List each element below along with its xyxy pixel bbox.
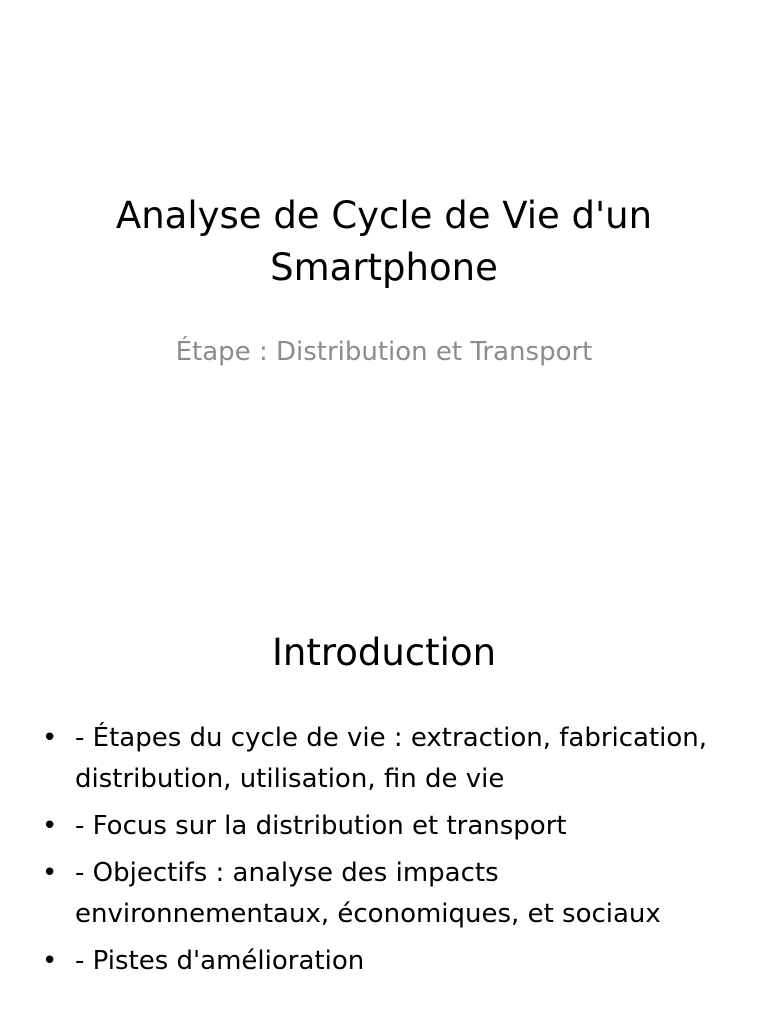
bullet-icon: • [42, 946, 58, 976]
bullet-item [42, 941, 732, 982]
slide-title: Analyse de Cycle de Vie d'un Smartphone [115, 194, 653, 289]
introduction-slide [0, 512, 768, 1024]
section-title: Introduction [271, 631, 497, 674]
bullet-text: - Pistes d'amélioration [75, 946, 365, 976]
slide-subtitle: Étape : Distribution et Transport [175, 337, 593, 367]
bullet-text: - Étapes du cycle de vie : extraction, fabrication, distribution, utilisation, fin de vie [75, 723, 708, 794]
bullet-icon: • [42, 858, 58, 888]
bullet-list [42, 718, 732, 988]
title-block [40, 190, 728, 294]
bullet-icon: • [42, 811, 58, 841]
bullet-item [42, 718, 732, 800]
bullet-text: - Objectifs : analyse des impacts environnementaux, économiques, et sociaux [75, 858, 661, 929]
bullet-item [42, 853, 732, 935]
bullet-icon: • [42, 723, 58, 753]
bullet-text: - Focus sur la distribution et transport [75, 811, 567, 841]
bullet-item [42, 806, 732, 847]
